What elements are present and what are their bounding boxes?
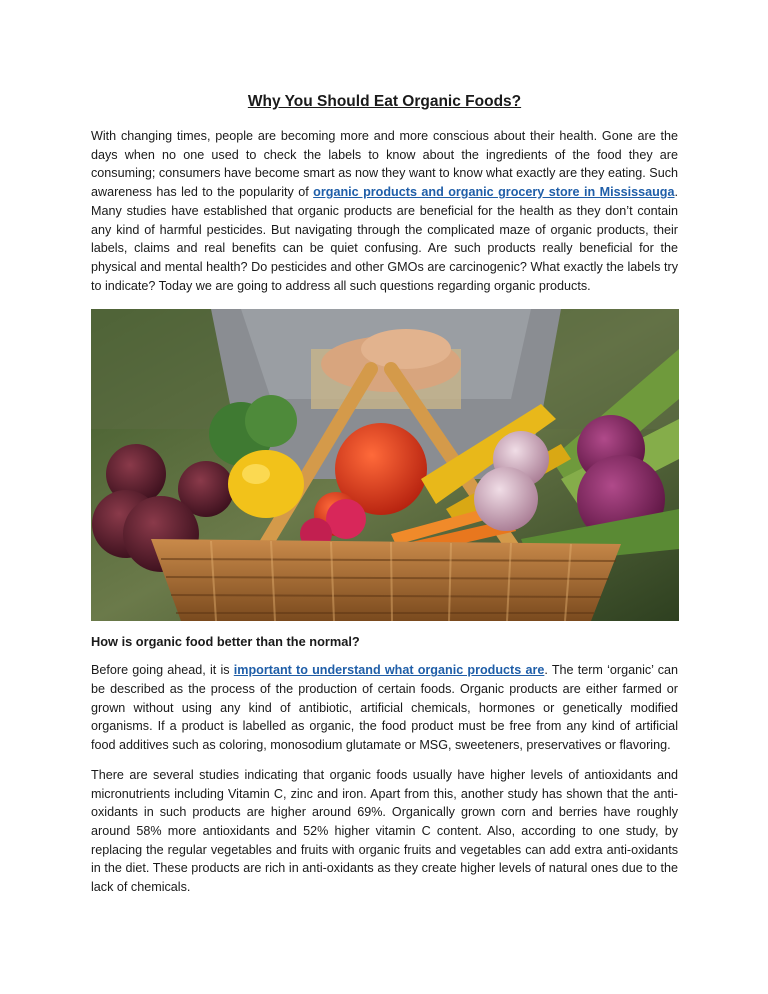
vegetable-basket-photo (91, 309, 679, 621)
intro-paragraph (91, 127, 678, 295)
article-title: Why You Should Eat Organic Foods? (247, 93, 522, 110)
organic-store-link[interactable]: organic products and organic grocery store in Mississauga (313, 185, 675, 200)
intro-text-1: With changing times, people are becoming more and more conscious about their health. Gone are the days when no one used to check the labels to know about the ingredients of the food they are consuming; consumers have become smart as now they want to know what exactly are they eating. Such awareness has led to the popularity of (91, 129, 678, 200)
section-heading: How is organic food better than the normal? (91, 634, 360, 650)
p2-text-1: Before going ahead, it is (91, 663, 234, 678)
studies-paragraph: There are several studies indicating that organic foods usually have higher levels of antioxidants and micronutrients including Vitamin C, zinc and iron. Apart from this, another study has shown that the anti-oxidants in such products are higher around 69%. Organically grown corn and berries have roughly around 58% more antioxidants and 52% higher vitamin C content. Also, according to one study, by replacing the regular vegetables and fruits with organic fruits and vegetables can add extra anti-oxidants in the diet. These products are rich in anti-oxidants as they create higher levels of natural ones due to the lack of chemicals. (91, 767, 678, 895)
organic-products-link[interactable]: important to understand what organic products are (233, 663, 545, 678)
intro-text-2: . Many studies have established that organic products are beneficial for the health as they don’t contain any kind of harmful pesticides. But navigating through the complicated maze of organic products, their labels, claims and real benefits can be quiet confusing. Are such products really beneficial for the physical and mental health? Do pesticides and other GMOs are carcinogenic? What exactly the labels try to indicate? Today we are going to address all such questions regarding organic products. (91, 185, 678, 293)
definition-paragraph (91, 661, 678, 755)
p2-text-2: . The term ‘organic’ can be described as the process of the production of certain foods. Organic products are either farmed or grown without using any kind of antibiotic, artificial chemicals, hormones or genetically modified organisms. If a product is labelled as organic, the food product must be free from any kind of artificial food additives such as coloring, monosodium glutamate or MSG, sweeteners, preservatives or flavoring. (91, 663, 678, 753)
